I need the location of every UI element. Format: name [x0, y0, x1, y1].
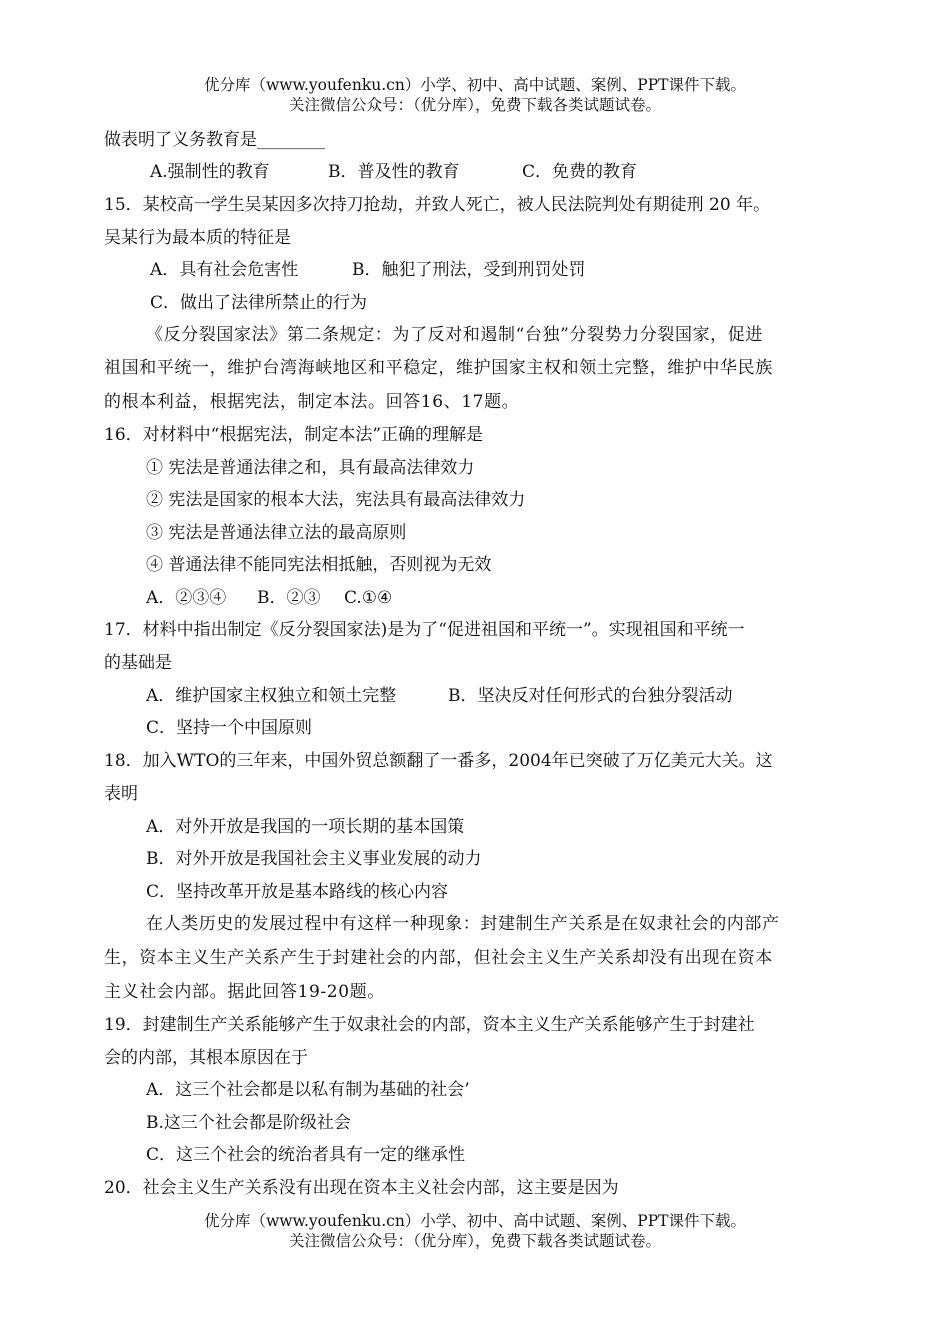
q14-option-b: B．普及性的教育 — [328, 162, 460, 182]
q16-option-c: C.①④ — [344, 588, 393, 608]
q17-option-c: C．坚持一个中国原则 — [146, 718, 313, 738]
q18-option-b: B．对外开放是我国社会主义事业发展的动力 — [146, 849, 482, 869]
q14-stem-tail: 做表明了义务教育是________ — [104, 130, 325, 150]
q16-statement-4: ④ 普通法律不能同宪法相抵触，否则视为无效 — [146, 555, 492, 575]
q16-statement-1: ① 宪法是普通法律之和，具有最高法律效力 — [146, 458, 475, 478]
q15-option-b: B．触犯了刑法，受到刑罚处罚 — [352, 260, 586, 280]
q18-option-a: A．对外开放是我国的一项长期的基本国策 — [146, 817, 465, 837]
q16-statement-3: ③ 宪法是普通法律立法的最高原则 — [146, 523, 407, 543]
material-19-20-line-3: 主义社会内部。据此回答19-20题。 — [104, 982, 385, 1002]
q17-option-a: A．维护国家主权独立和领土完整 — [146, 686, 397, 706]
header-line-1: 优分库（www.youfenku.cn）小学、初中、高中试题、案例、PPT课件下载。 — [203, 76, 747, 94]
q16-option-a: A．②③④ — [146, 588, 227, 608]
q17-option-b: B．坚决反对任何形式的台独分裂活动 — [448, 686, 733, 706]
q17-stem-line-1: 17．材料中指出制定《反分裂国家法)是为了“促进祖国和平统一”。实现祖国和平统一 — [104, 620, 745, 640]
q15-stem-line-1: 15．某校高一学生吴某因多次持刀抢劫，并致人死亡，被人民法院判处有期徒刑 20 年。 — [104, 195, 771, 215]
q14-option-a: A.强制性的教育 — [150, 162, 270, 182]
q17-stem-line-2: 的基础是 — [104, 653, 172, 673]
q14-option-c: C．免费的教育 — [522, 162, 638, 182]
q16-statement-2: ② 宪法是国家的根本大法，宪法具有最高法律效力 — [146, 490, 526, 510]
footer-line-2: 关注微信公众号：（优分库），免费下载各类试题试卷。 — [288, 1232, 661, 1250]
q19-option-a: A．这三个社会都是以私有制为基础的社会’ — [146, 1080, 470, 1100]
q19-stem-line-2: 会的内部，其根本原因在于 — [104, 1048, 308, 1068]
header-line-2: 关注微信公众号：（优分库），免费下载各类试题试卷。 — [288, 96, 661, 114]
q15-option-c: C．做出了法律所禁止的行为 — [150, 293, 368, 313]
material-19-20-line-2: 生，资本主义生产关系产生于封建社会的内部，但社会主义生产关系却没有出现在资本 — [104, 948, 773, 968]
footer-line-1: 优分库（www.youfenku.cn）小学、初中、高中试题、案例、PPT课件下载。 — [203, 1212, 747, 1230]
q19-option-c: C．这三个社会的统治者具有一定的继承性 — [146, 1145, 466, 1165]
q18-stem-line-1: 18．加入WTO的三年来，中国外贸总额翻了一番多，2004年已突破了万亿美元大关。这 — [104, 751, 773, 771]
q15-stem-line-2: 吴某行为最本质的特征是 — [104, 228, 291, 248]
q18-option-c: C．坚持改革开放是基本路线的核心内容 — [146, 882, 449, 902]
q16-option-b: B．②③ — [257, 588, 321, 608]
material-19-20-line-1: 在人类历史的发展过程中有这样一种现象：封建制生产关系是在奴隶社会的内部产 — [146, 914, 780, 934]
q19-stem-line-1: 19．封建制生产关系能够产生于奴隶社会的内部，资本主义生产关系能够产生于封建社 — [104, 1015, 755, 1035]
material-16-17-line-1: 《反分裂国家法》第二条规定：为了反对和遏制“台独”分裂势力分裂国家，促进 — [146, 325, 763, 345]
q20-stem: 20．社会主义生产关系没有出现在资本主义社会内部，这主要是因为 — [104, 1178, 619, 1198]
q18-stem-line-2: 表明 — [104, 784, 138, 804]
q19-option-b: B.这三个社会都是阶级社会 — [146, 1113, 351, 1133]
q15-option-a: A．具有社会危害性 — [150, 260, 299, 280]
material-16-17-line-2: 祖国和平统一，维护台湾海峡地区和平稳定，维护国家主权和领土完整，维护中华民族 — [104, 358, 773, 378]
q16-stem: 16．对材料中“根据宪法，制定本法”正确的理解是 — [104, 425, 484, 445]
material-16-17-line-3: 的根本利益，根据宪法，制定本法。回答16、17题。 — [104, 392, 520, 412]
